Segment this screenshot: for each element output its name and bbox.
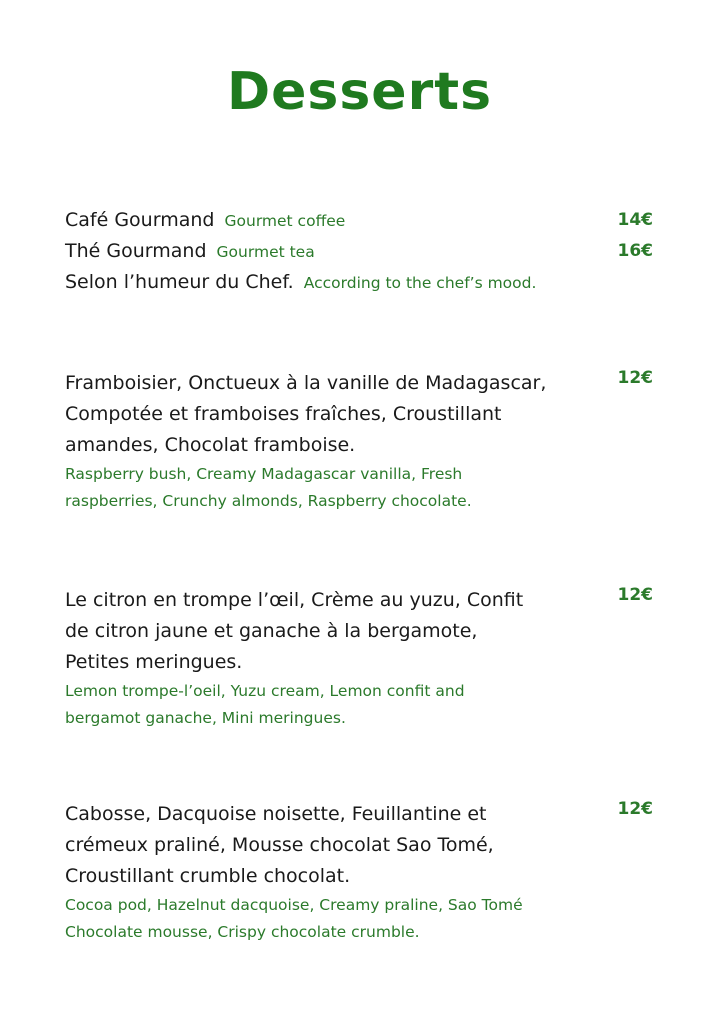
item-note-fr: Selon l’humeur du Chef. — [65, 271, 294, 293]
item-name-en: Gourmet tea — [216, 243, 315, 261]
item-price: 16€ — [617, 241, 653, 261]
page-title: Desserts — [226, 62, 493, 122]
item-price: 12€ — [617, 799, 653, 819]
item-name-en: Gourmet coffee — [224, 212, 346, 230]
description-fr-line: Framboisier, Onctueux à la vanille de Madagascar, — [65, 372, 547, 394]
menu-item-the-gourmand — [65, 236, 655, 267]
description-fr-line: Cabosse, Dacquoise noisette, Feuillantine et — [65, 803, 487, 825]
description-fr-line: Compotée et framboises fraîches, Croustillant — [65, 403, 502, 425]
description-en-line: Lemon trompe-l’oeil, Yuzu cream, Lemon confit and — [65, 682, 465, 700]
item-price: 14€ — [617, 210, 653, 230]
item-name-fr: Café Gourmand — [65, 209, 215, 231]
description-fr-line: amandes, Chocolat framboise. — [65, 434, 356, 456]
dessert-citron — [65, 585, 655, 732]
dessert-framboisier — [65, 368, 655, 515]
dessert-cabosse — [65, 799, 655, 946]
item-note-en: According to the chef’s mood. — [303, 274, 537, 292]
description-en-line: Raspberry bush, Creamy Madagascar vanilla, Fresh — [65, 465, 463, 483]
item-price: 12€ — [617, 368, 653, 388]
description-fr-line: Le citron en trompe l’œil, Crème au yuzu, Confit — [65, 589, 524, 611]
item-price: 12€ — [617, 585, 653, 605]
description-fr-line: Petites meringues. — [65, 651, 243, 673]
description-en-line: Cocoa pod, Hazelnut dacquoise, Creamy praline, Sao Tomé — [65, 896, 523, 914]
menu-item-cafe-gourmand — [65, 205, 655, 236]
description-fr-line: de citron jaune et ganache à la bergamote, — [65, 620, 478, 642]
description-fr-line: Croustillant crumble chocolat. — [65, 865, 351, 887]
description-fr-line: crémeux praliné, Mousse chocolat Sao Tomé, — [65, 834, 494, 856]
description-en-line: raspberries, Crunchy almonds, Raspberry chocolate. — [65, 492, 472, 510]
description-en-line: Chocolate mousse, Crispy chocolate crumble. — [65, 923, 420, 941]
description-en-line: bergamot ganache, Mini meringues. — [65, 709, 346, 727]
item-name-fr: Thé Gourmand — [65, 240, 207, 262]
menu-item-chef-mood — [65, 267, 655, 298]
coffee-section — [65, 205, 655, 298]
